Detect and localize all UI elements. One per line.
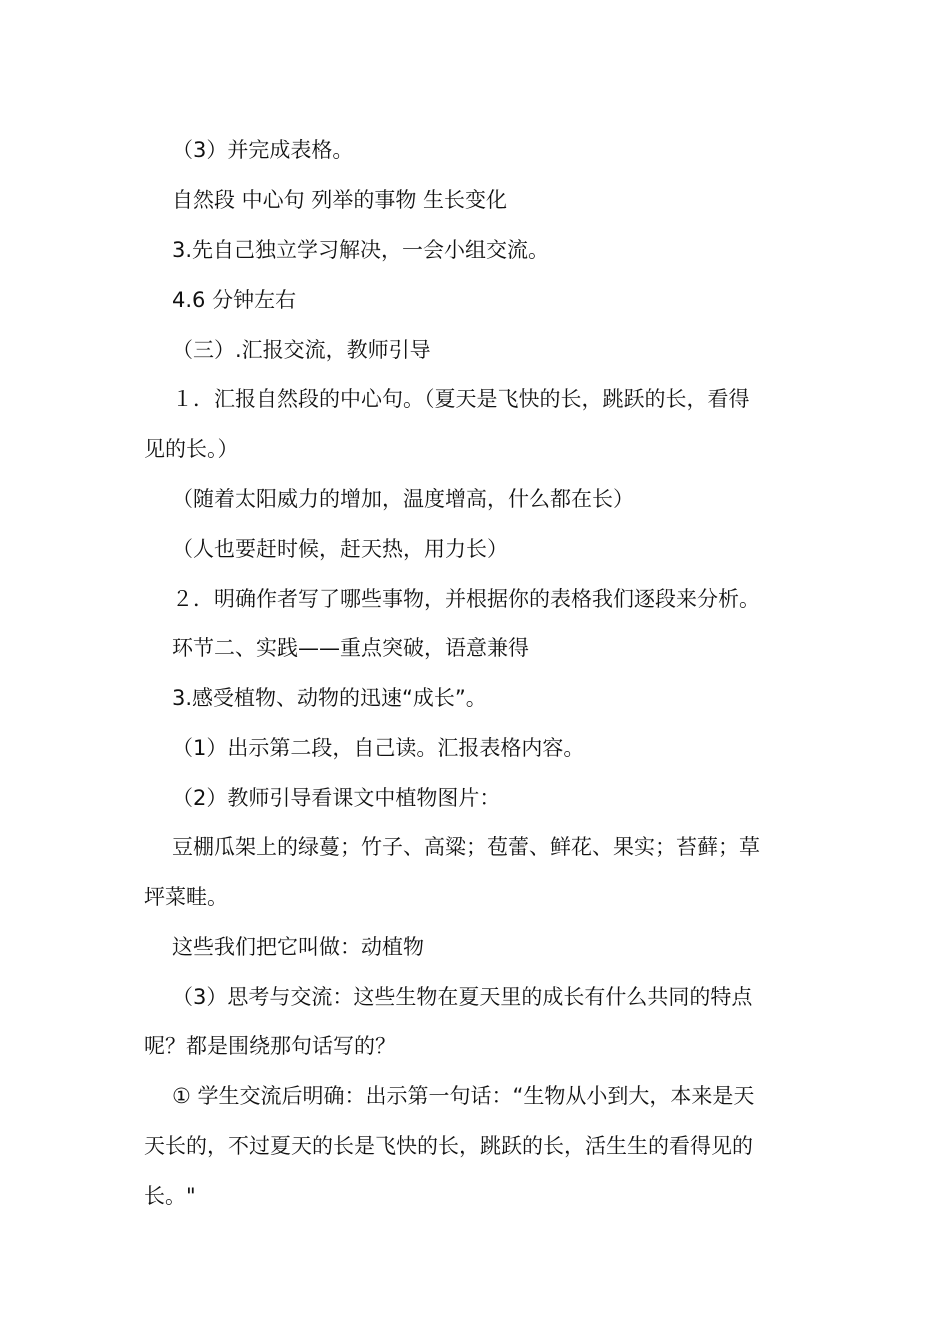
text-line-22: 长。" bbox=[144, 1184, 196, 1208]
text-line-17: 这些我们把它叫做：动植物 bbox=[172, 935, 424, 959]
text-line-8: （随着太阳威力的增加，温度增高，什么都在长） bbox=[172, 487, 634, 511]
text-line-12: 3.感受植物、动物的迅速“成长”。 bbox=[172, 686, 487, 710]
text-line-15: 豆棚瓜架上的绿蔓；竹子、高粱；苞蕾、鲜花、果实；苔藓；草 bbox=[172, 835, 760, 859]
text-line-1: （3）并完成表格。 bbox=[172, 138, 354, 162]
text-line-16: 坪菜畦。 bbox=[144, 885, 228, 909]
text-line-4: 4.6 分钟左右 bbox=[172, 288, 297, 312]
text-line-19: 呢？都是围绕那句话写的？ bbox=[144, 1034, 396, 1058]
text-line-18: （3）思考与交流：这些生物在夏天里的成长有什么共同的特点 bbox=[172, 985, 753, 1009]
text-line-5: （三）.汇报交流，教师引导 bbox=[172, 338, 431, 362]
text-line-20: ① 学生交流后明确：出示第一句话：“生物从小到大，本来是天 bbox=[172, 1084, 755, 1108]
text-line-9: （人也要赶时候，赶天热，用力长） bbox=[172, 537, 508, 561]
text-line-6: １．汇报自然段的中心句。（夏天是飞快的长，跳跃的长，看得 bbox=[172, 387, 750, 411]
text-line-13: （1）出示第二段，自己读。汇报表格内容。 bbox=[172, 736, 585, 760]
text-line-14: （2）教师引导看课文中植物图片： bbox=[172, 786, 501, 810]
text-line-11: 环节二、实践——重点突破，语意兼得 bbox=[172, 636, 529, 660]
text-line-21: 天长的，不过夏天的长是飞快的长，跳跃的长，活生生的看得见的 bbox=[144, 1134, 753, 1158]
text-line-3: 3.先自己独立学习解决，一会小组交流。 bbox=[172, 238, 550, 262]
text-line-2: 自然段 中心句 列举的事物 生长变化 bbox=[172, 188, 508, 212]
text-line-10: ２．明确作者写了哪些事物，并根据你的表格我们逐段来分析。 bbox=[172, 587, 760, 611]
text-line-7: 见的长。） bbox=[144, 437, 239, 461]
